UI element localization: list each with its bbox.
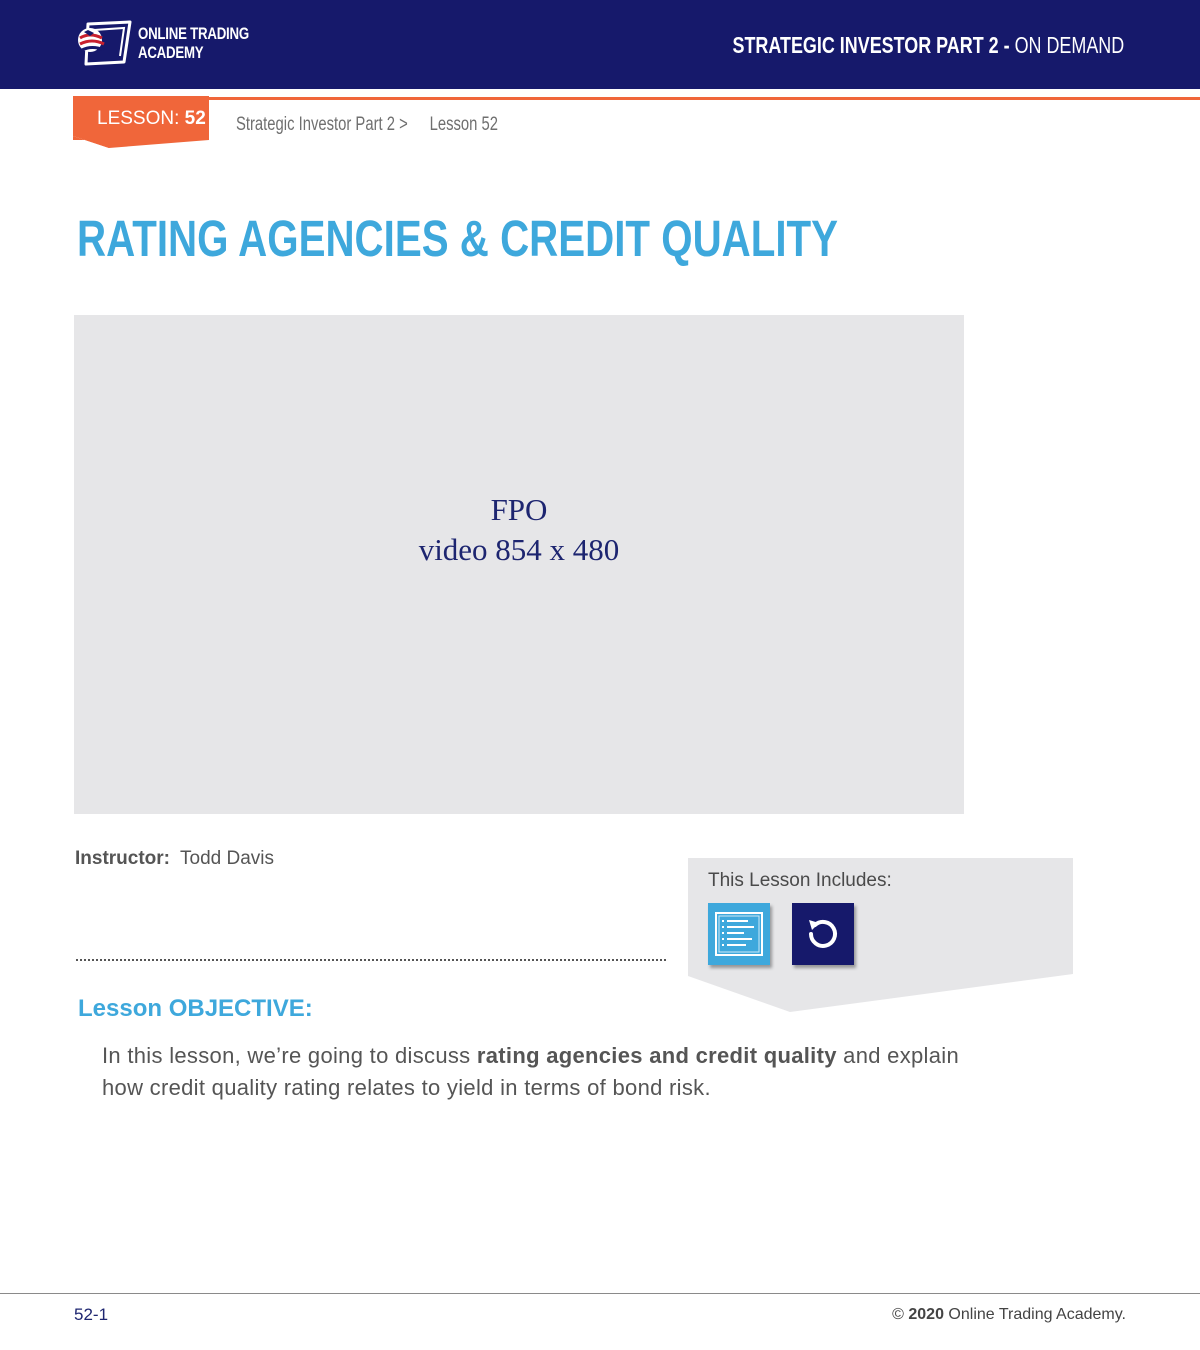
lesson-includes-label: This Lesson Includes: [708, 870, 892, 891]
course-title-bold: STRATEGIC INVESTOR PART 2 - [732, 32, 1010, 58]
lesson-tab-label [97, 107, 206, 131]
header-bar [0, 0, 1200, 89]
logo-wordmark [138, 24, 249, 62]
objective-text [102, 1040, 982, 1104]
copyright-name: Online Trading Academy. [948, 1306, 1126, 1323]
instructor-name: Todd Davis [180, 848, 274, 869]
lesson-label: LESSON: [97, 108, 180, 129]
accent-divider [208, 97, 1200, 100]
copyright-year: 2020 [908, 1306, 944, 1323]
video-placeholder[interactable] [74, 315, 964, 814]
copyright-symbol: © [892, 1306, 904, 1323]
page-number: 52-1 [74, 1305, 109, 1324]
instructor [75, 847, 274, 871]
logo-line-1: ONLINE TRADING [138, 24, 249, 43]
objective-heading: Lesson OBJECTIVE: [78, 995, 313, 1022]
course-title [732, 31, 1124, 59]
page-title: RATING AGENCIES & CREDIT QUALITY [77, 210, 839, 267]
course-title-light: ON DEMAND [1014, 32, 1124, 58]
replay-icon[interactable] [792, 903, 854, 965]
instructor-label: Instructor: [75, 848, 170, 869]
copyright [892, 1305, 1126, 1325]
breadcrumb-lesson[interactable]: Lesson 52 [429, 114, 498, 135]
footer-divider [0, 1293, 1200, 1294]
objective-text-start: In this lesson, we’re going to discuss [102, 1043, 477, 1068]
breadcrumb [236, 114, 498, 136]
video-placeholder-text [74, 490, 964, 570]
academy-logo-icon [74, 20, 134, 66]
breadcrumb-course[interactable]: Strategic Investor Part 2 > [236, 114, 408, 135]
dotted-divider [76, 959, 666, 961]
video-line-2: video 854 x 480 [418, 532, 620, 567]
logo-line-2: ACADEMY [138, 43, 204, 62]
objective-text-highlight: rating agencies and credit quality [476, 1043, 837, 1068]
video-line-1: FPO [490, 492, 548, 527]
objective-text-end: and explain how credit quality rating relates to yield in terms of bond risk. [102, 1043, 959, 1100]
lesson-number: 52 [184, 108, 206, 129]
notes-icon[interactable] [708, 903, 770, 965]
